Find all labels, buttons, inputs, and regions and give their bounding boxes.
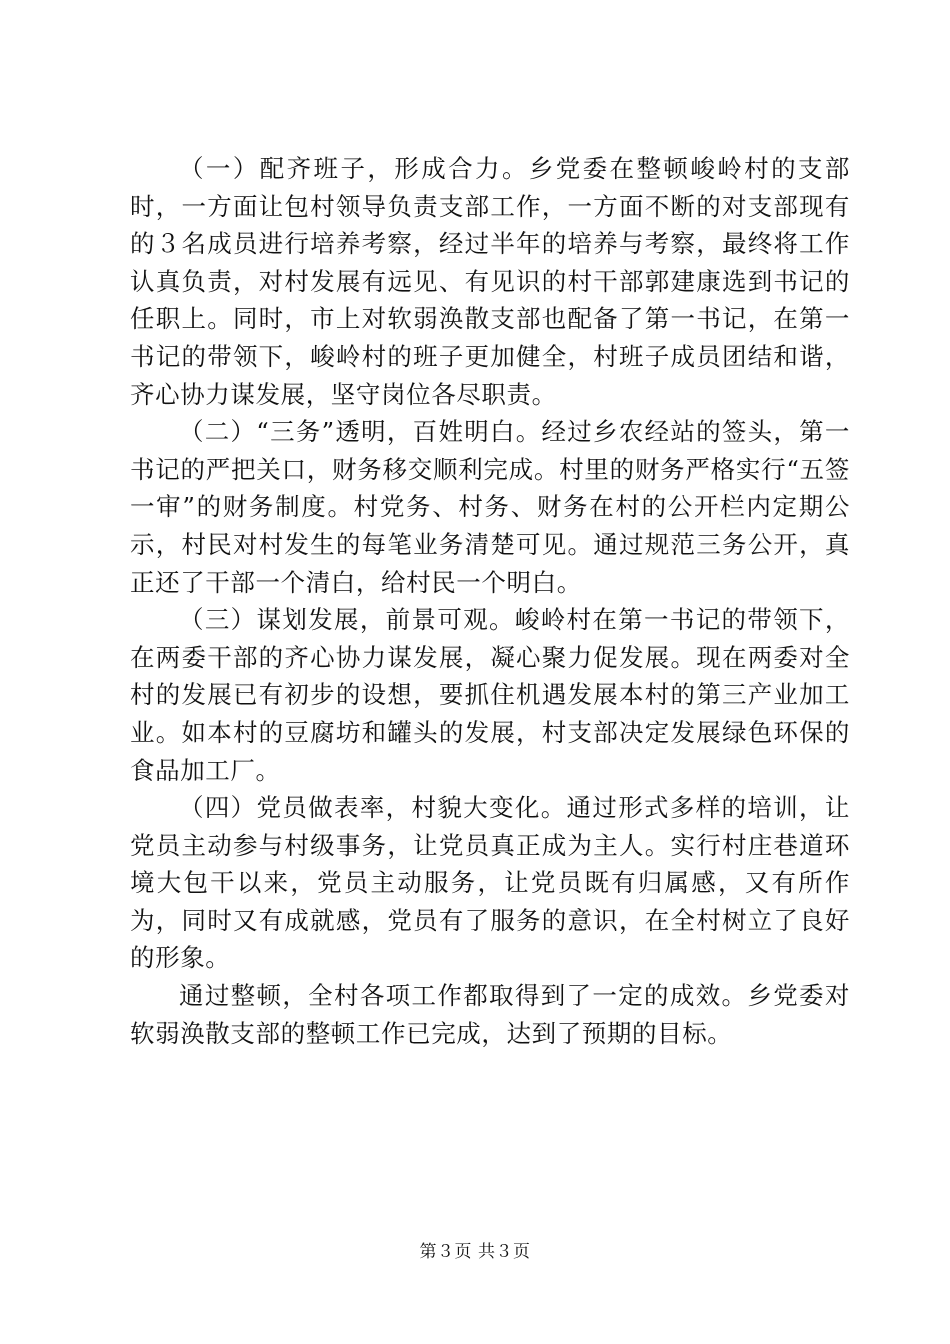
paragraph-2: （二）“三务”透明，百姓明白。经过乡农经站的签头，第一书记的严把关口，财务移交顺利完成。村里的财务严格实行“五签一审”的财务制度。村党务、村务、财务在村的公开栏内定期公示，村民对村发生的每笔业务清楚可见。通过规范三务公开，真正还了干部一个清白，给村民一个明白。 <box>130 417 850 597</box>
paragraph-3: （三）谋划发展，前景可观。峻岭村在第一书记的带领下，在两委干部的齐心协力谋发展，凝心聚力促发展。现在两委对全村的发展已有初步的设想，要抓住机遇发展本村的第三产业加工业。如本村的豆腐坊和罐头的发展，村支部决定发展绿色环保的食品加工厂。 <box>130 605 850 785</box>
document-body <box>130 150 850 1052</box>
page-number-footer: 第３页 共３页 <box>419 1242 531 1262</box>
paragraph-1: （一）配齐班子，形成合力。乡党委在整顿峻岭村的支部时，一方面让包村领导负责支部工作，一方面不断的对支部现有的３名成员进行培养考察，经过半年的培养与考察，最终将工作认真负责，对村发展有远见、有见识的村干部郭建康选到书记的任职上。同时，市上对软弱涣散支部也配备了第一书记，在第一书记的带领下，峻岭村的班子更加健全，村班子成员团结和谐，齐心协力谋发展，坚守岗位各尽职责。 <box>130 154 850 409</box>
paragraph-5: 通过整顿，全村各项工作都取得到了一定的成效。乡党委对软弱涣散支部的整顿工作已完成，达到了预期的目标。 <box>130 981 850 1048</box>
paragraph-4: （四）党员做表率，村貌大变化。通过形式多样的培训，让党员主动参与村级事务，让党员真正成为主人。实行村庄巷道环境大包干以来，党员主动服务，让党员既有归属感，又有所作为，同时又有成就感，党员有了服务的意识，在全村树立了良好的形象。 <box>130 793 850 973</box>
